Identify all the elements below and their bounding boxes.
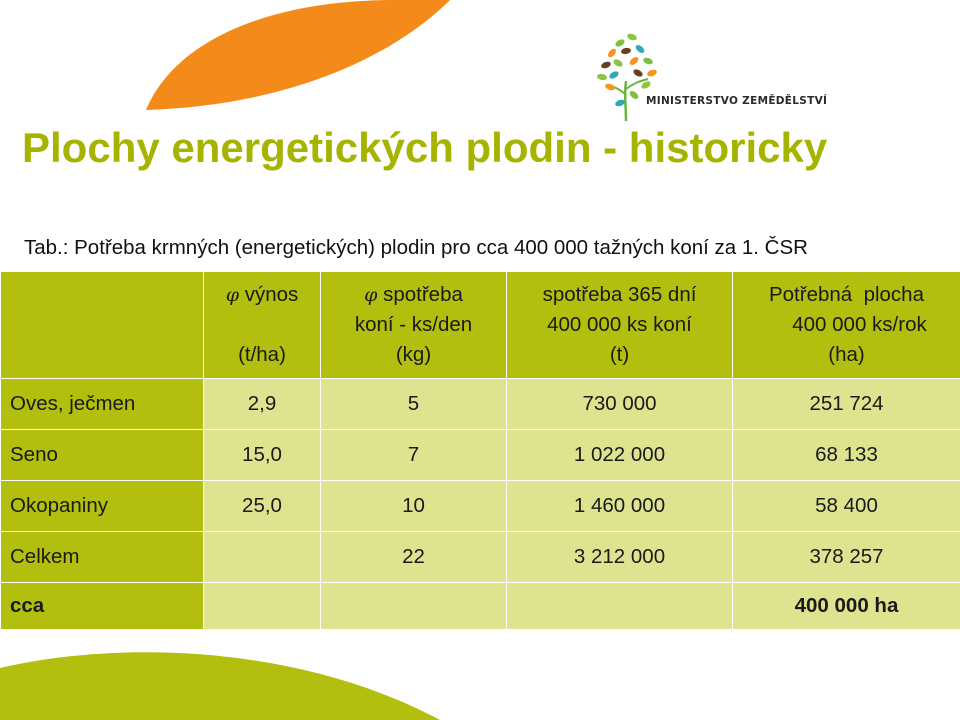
header-cell-empty: [1, 272, 204, 379]
table-header-row: [1, 272, 960, 379]
row-label: Oves, ječmen: [1, 379, 204, 430]
table-cell: 1 022 000: [507, 430, 733, 481]
data-table: [0, 271, 960, 630]
phi-symbol: φ: [225, 284, 240, 306]
row-label: Seno: [1, 430, 204, 481]
orange-leaf-shape: [146, 0, 450, 110]
table-cell: 3 212 000: [507, 532, 733, 583]
table-cell-total: 400 000 ha: [733, 583, 960, 630]
table-cell: [507, 583, 733, 630]
header-cell-required-area: Potřebná plocha 400 000 ks/rok (ha): [733, 272, 960, 379]
table-row: [1, 481, 960, 532]
table-cell: 1 460 000: [507, 481, 733, 532]
phi-symbol: φ: [364, 284, 378, 306]
row-label: Okopaniny: [1, 481, 204, 532]
table-row: [1, 430, 960, 481]
table-cell: 378 257: [733, 532, 960, 583]
table-cell: 22: [321, 532, 507, 583]
table-cell: 5: [321, 379, 507, 430]
table-row-total: [1, 583, 960, 630]
table-cell: 251 724: [733, 379, 960, 430]
table-cell: 15,0: [204, 430, 321, 481]
table-row: [1, 379, 960, 430]
row-label: Celkem: [1, 532, 204, 583]
page-title: Plochy energetických plodin - historicky: [22, 124, 828, 171]
table-row: [1, 532, 960, 583]
header-cell-annual-consumption: spotřeba 365 dní 400 000 ks koní (t): [507, 272, 733, 379]
table-cell: 68 133: [733, 430, 960, 481]
ministry-logo: [590, 25, 830, 125]
table-cell: [204, 532, 321, 583]
table-caption: Tab.: Potřeba krmných (energetických) plodin pro cca 400 000 tažných koní za 1. ČSR: [24, 236, 808, 259]
ministry-name: MINISTERSTVO ZEMĚDĚLSTVÍ: [646, 95, 828, 107]
row-label: cca: [1, 583, 204, 630]
green-wave-shape: [0, 652, 440, 720]
tree-logo-icon: [590, 25, 670, 125]
header-cell-yield: φ výnos (t/ha): [204, 272, 321, 379]
table-cell: 7: [321, 430, 507, 481]
table-cell: 10: [321, 481, 507, 532]
header-cell-consumption: φ spotřeba koní - ks/den (kg): [321, 272, 507, 379]
table-cell: 25,0: [204, 481, 321, 532]
table-cell: 58 400: [733, 481, 960, 532]
table-cell: [204, 583, 321, 630]
table-cell: 2,9: [204, 379, 321, 430]
table-cell: [321, 583, 507, 630]
table-cell: 730 000: [507, 379, 733, 430]
